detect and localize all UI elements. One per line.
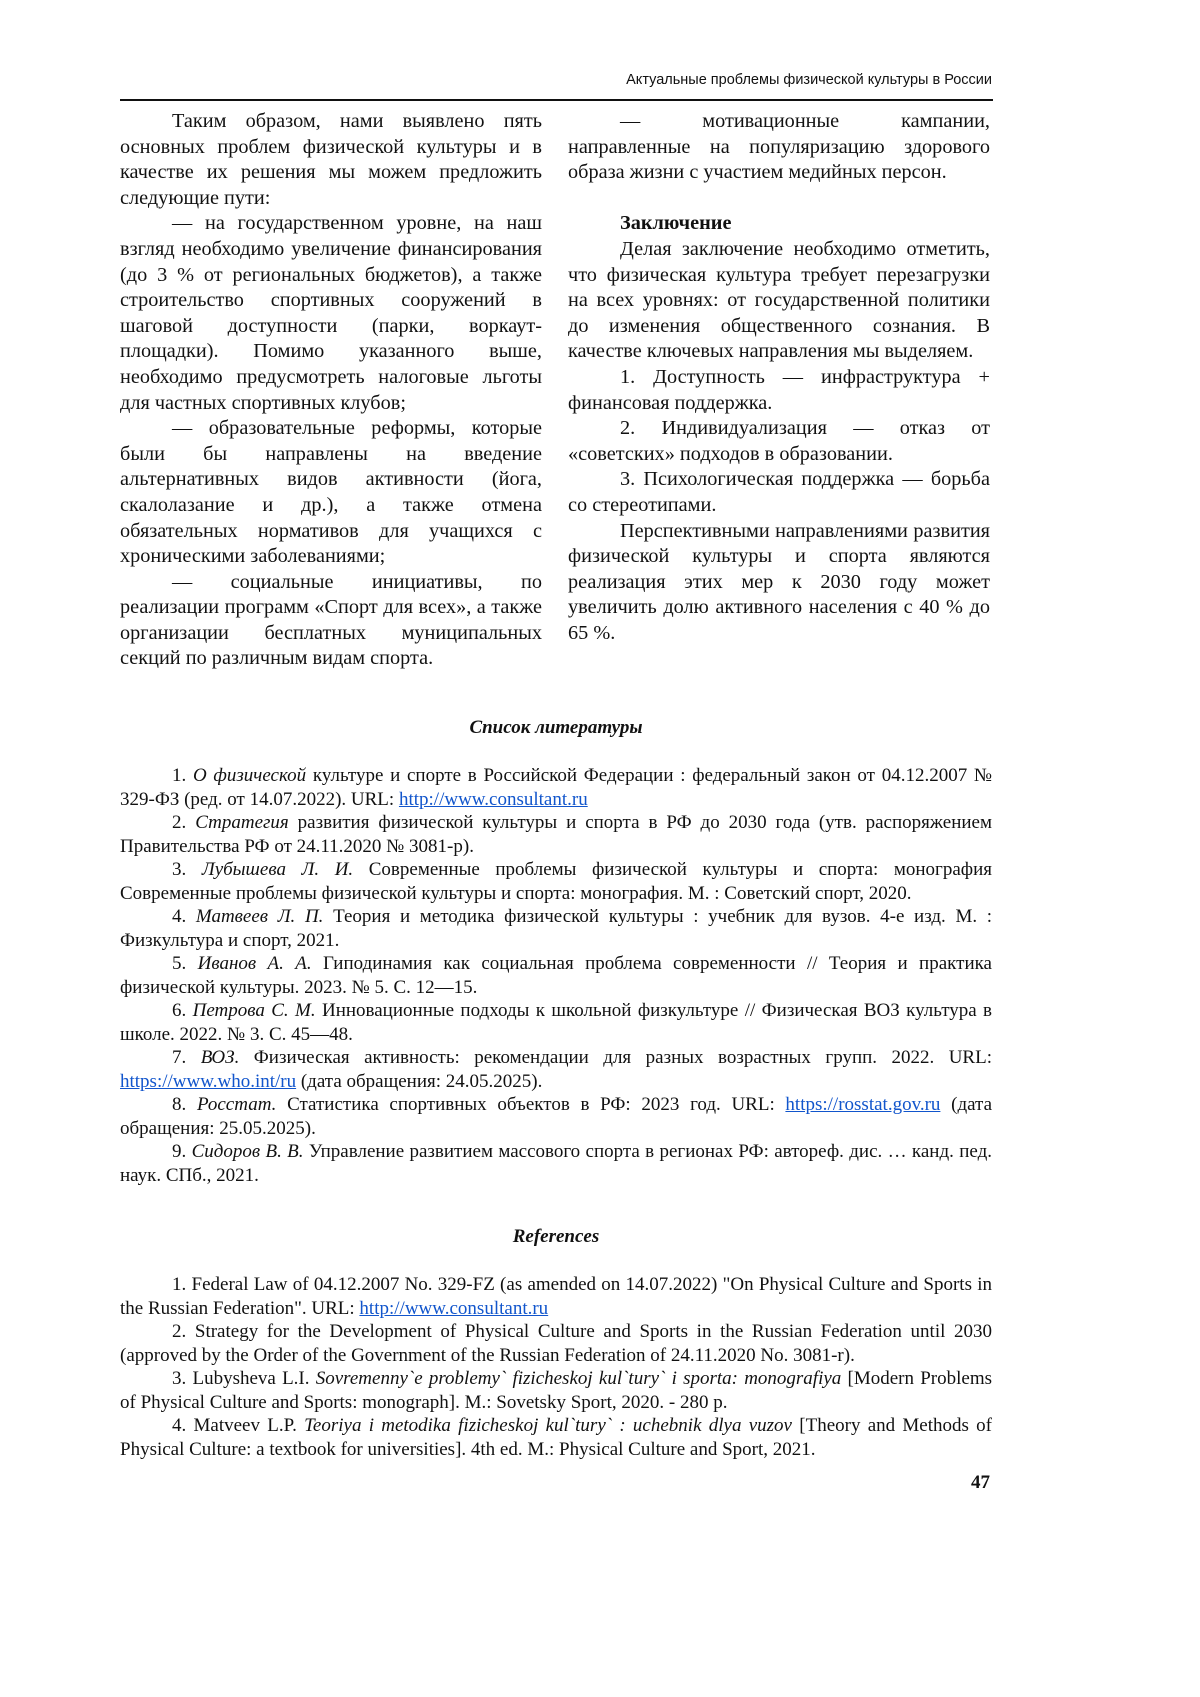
reference-author: Петрова С. М.: [193, 1000, 316, 1021]
reference-text: Federal Law of 04.12.2007 No. 329-FZ (as amended on 14.07.2022) "On Physical Culture and Sports in the Russian Federation". URL:: [120, 1274, 992, 1319]
literature-title: Список литературы: [120, 717, 992, 739]
left-column: [120, 109, 542, 672]
reference-number: 2.: [172, 1321, 186, 1342]
paragraph: — на государственном уровне, на наш взгляд необходимо увеличение финансирования (до 3 % от региональных бюджетов), а также строительство спортивных сооружений в шаговой доступности (парки, воркаут-площадки). Помимо указанного выше, необходимо предусмотреть налоговые льготы для частных спортивных клубов;: [120, 211, 542, 416]
list-item: 2. Индивидуализация — отказ от «советских» подходов в образовании.: [568, 416, 990, 467]
reference-tail: [Modern Problems of Physical Culture and Sports: monograph]. M.: Sovetsky Sport, 2020. - 280 p.: [120, 1368, 992, 1413]
reference-item: [120, 999, 992, 1046]
list-item: 1. Доступность — инфраструктура + финансовая поддержка.: [568, 365, 990, 416]
reference-author: О физической: [193, 765, 306, 786]
reference-text: культуре и спорте в Российской Федерации : федеральный закон от 04.12.2007 № 329-ФЗ (ред. от 14.07.2022). URL:: [120, 765, 992, 810]
reference-text: Управление развитием массового спорта в регионах РФ: автореф. дис. … канд. пед. наук. СПб., 2021.: [120, 1141, 992, 1186]
reference-author: Сидоров В. В.: [192, 1141, 304, 1162]
reference-author: ВОЗ.: [201, 1047, 240, 1068]
reference-item: [120, 1414, 992, 1461]
paragraph: — социальные инициативы, по реализации программ «Спорт для всех», а также организации бесплатных муниципальных секций по различным видам спорта.: [120, 570, 542, 672]
reference-item: [120, 1046, 992, 1093]
reference-link[interactable]: https://rosstat.gov.ru: [785, 1094, 940, 1115]
reference-item: [120, 1140, 992, 1187]
paragraph: — образовательные реформы, которые были бы направлены на введение альтернативных видов активности (йога, скалолазание и др.), а также отмена обязательных нормативов для учащихся с хроническими заболеваниями;: [120, 416, 542, 570]
reference-item: [120, 1273, 992, 1320]
references-title: References: [120, 1226, 992, 1248]
literature-list: [120, 764, 992, 1187]
reference-text: Инновационные подходы к школьной физкультуре // Физическая ВОЗ культура в школе. 2022. № 3. С. 45—48.: [120, 1000, 992, 1045]
paragraph: — мотивационные кампании, направленные на популяризацию здорового образа жизни с участием медийных персон.: [568, 109, 990, 186]
reference-link[interactable]: http://www.consultant.ru: [359, 1298, 548, 1319]
reference-text: Теория и методика физической культуры : учебник для вузов. 4-е изд. М. : Физкультура и спорт, 2021.: [120, 906, 992, 951]
reference-text: Гиподинамия как социальная проблема современности // Теория и практика физической культуры. 2023. № 5. С. 12—15.: [120, 953, 992, 998]
running-header: Актуальные проблемы физической культуры в России: [120, 72, 992, 88]
reference-text: Lubysheva L.I.: [192, 1368, 315, 1389]
reference-number: 3.: [172, 1368, 186, 1389]
reference-item: [120, 905, 992, 952]
reference-author: Стратегия: [195, 812, 289, 833]
reference-tail: [Theory and Methods of Physical Culture: a textbook for universities]. 4th ed. M.: Physical Culture and Sport, 2021.: [120, 1415, 992, 1460]
reference-link[interactable]: https://www.who.int/ru: [120, 1071, 296, 1092]
reference-number: 7.: [172, 1047, 186, 1068]
reference-number: 8.: [172, 1094, 186, 1115]
reference-tail: (дата обращения: 24.05.2025).: [296, 1071, 542, 1092]
reference-italic: Teoriya i metodika fizicheskoj kul`tury` : uchebnik dlya vuzov: [304, 1415, 792, 1436]
reference-text: Современные проблемы физической культуры и спорта: монография Современные проблемы физической культуры и спорта: монография. М. : Советский спорт, 2020.: [120, 859, 992, 904]
reference-number: 9.: [172, 1141, 186, 1162]
reference-number: 4.: [172, 1415, 186, 1436]
reference-item: [120, 1320, 992, 1367]
paragraph: Перспективными направлениями развития физической культуры и спорта являются реализация этих мер к 2030 году может увеличить долю активного населения с 40 % до 65 %.: [568, 519, 990, 647]
reference-author: Матвеев Л. П.: [196, 906, 324, 927]
reference-item: [120, 1367, 992, 1414]
reference-item: [120, 1093, 992, 1140]
reference-text: Физическая активность: рекомендации для разных возрастных групп. 2022. URL:: [239, 1047, 992, 1068]
right-column: [568, 109, 990, 646]
references-list: [120, 1273, 992, 1461]
reference-number: 3.: [172, 859, 186, 880]
reference-number: 4.: [172, 906, 186, 927]
reference-item: [120, 952, 992, 999]
header-rule: [120, 99, 993, 101]
reference-text: Статистика спортивных объектов в РФ: 2023 год. URL:: [276, 1094, 785, 1115]
paragraph: Делая заключение необходимо отметить, что физическая культура требует перезагрузки на всех уровнях: от государственной политики до изменения общественного сознания. В качестве ключевых направления мы выделяем.: [568, 237, 990, 365]
reference-link[interactable]: http://www.consultant.ru: [399, 789, 588, 810]
reference-number: 1.: [172, 1274, 186, 1295]
reference-tail: (дата обращения: 25.05.2025).: [120, 1094, 992, 1139]
reference-item: [120, 764, 992, 811]
paragraph: Таким образом, нами выявлено пять основных проблем физической культуры и в качестве их решения мы можем предложить следующие пути:: [120, 109, 542, 211]
reference-number: 6.: [172, 1000, 186, 1021]
reference-italic: Sovremenny`e problemy` fizicheskoj kul`tury` i sporta: monografiya: [316, 1368, 842, 1389]
list-item: 3. Психологическая поддержка — борьба со стереотипами.: [568, 467, 990, 518]
reference-author: Иванов А. А.: [198, 953, 312, 974]
reference-number: 5.: [172, 953, 186, 974]
conclusion-heading: Заключение: [568, 211, 990, 237]
reference-author: Росстат.: [197, 1094, 276, 1115]
reference-text: Strategy for the Development of Physical Culture and Sports in the Russian Federation until 2030 (approved by the Order of the Government of the Russian Federation of 24.11.2020 No. 3081-r).: [120, 1321, 992, 1366]
reference-author: Лубышева Л. И.: [202, 859, 353, 880]
reference-item: [120, 858, 992, 905]
reference-number: 2.: [172, 812, 186, 833]
reference-text: развития физической культуры и спорта в РФ до 2030 года (утв. распоряжением Правительства РФ от 24.11.2020 № 3081-р).: [120, 812, 992, 857]
reference-number: 1.: [172, 765, 186, 786]
page-number: 47: [971, 1472, 990, 1494]
reference-text: Matveev L.P.: [194, 1415, 305, 1436]
reference-item: [120, 811, 992, 858]
